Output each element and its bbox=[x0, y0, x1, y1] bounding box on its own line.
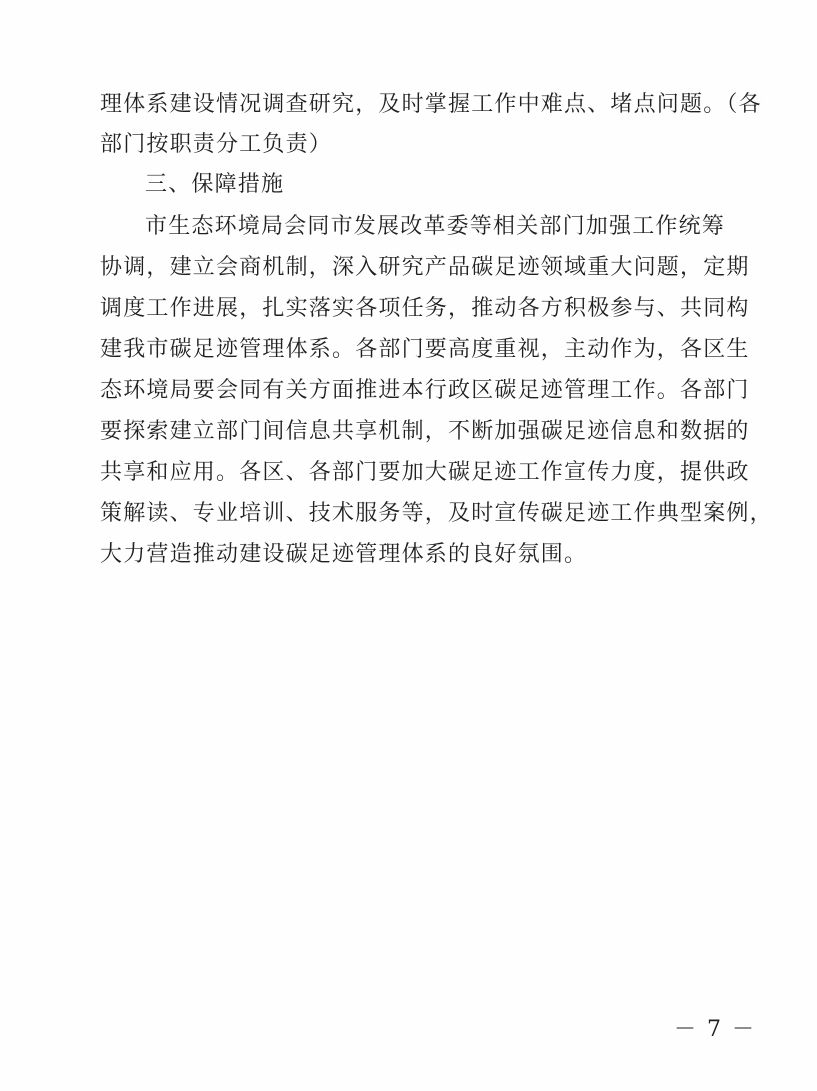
paragraph-line: 策解读、专业培训、技术服务等，及时宣传碳足迹工作典型案例， bbox=[100, 501, 773, 526]
paragraph-line: 理体系建设情况调查研究，及时掌握工作中难点、堵点问题。（各 bbox=[100, 92, 762, 117]
paragraph-line: 协调，建立会商机制，深入研究产品碳足迹领域重大问题，定期 bbox=[100, 255, 750, 280]
paragraph-line: 共享和应用。各区、各部门要加大碳足迹工作宣传力度，提供政 bbox=[100, 460, 750, 485]
paragraph-line: 态环境局要会同有关方面推进本行政区碳足迹管理工作。各部门 bbox=[100, 378, 750, 403]
paragraph-line: 大力营造推动建设碳足迹管理体系的良好氛围。 bbox=[100, 542, 588, 567]
paragraph-line: 部门按职责分工负责） bbox=[100, 132, 333, 157]
paragraph-line: 市生态环境局会同市发展改革委等相关部门加强工作统筹 bbox=[145, 214, 726, 239]
paragraph-line: 调度工作进展，扎实落实各项任务，推动各方积极参与、共同构 bbox=[100, 296, 750, 321]
page-number: － 7 － bbox=[674, 1017, 756, 1042]
paragraph-line: 要探索建立部门间信息共享机制，不断加强碳足迹信息和数据的 bbox=[100, 419, 750, 444]
section-heading: 三、保障措施 bbox=[145, 172, 285, 197]
paragraph-line: 建我市碳足迹管理体系。各部门要高度重视，主动作为，各区生 bbox=[100, 337, 750, 362]
